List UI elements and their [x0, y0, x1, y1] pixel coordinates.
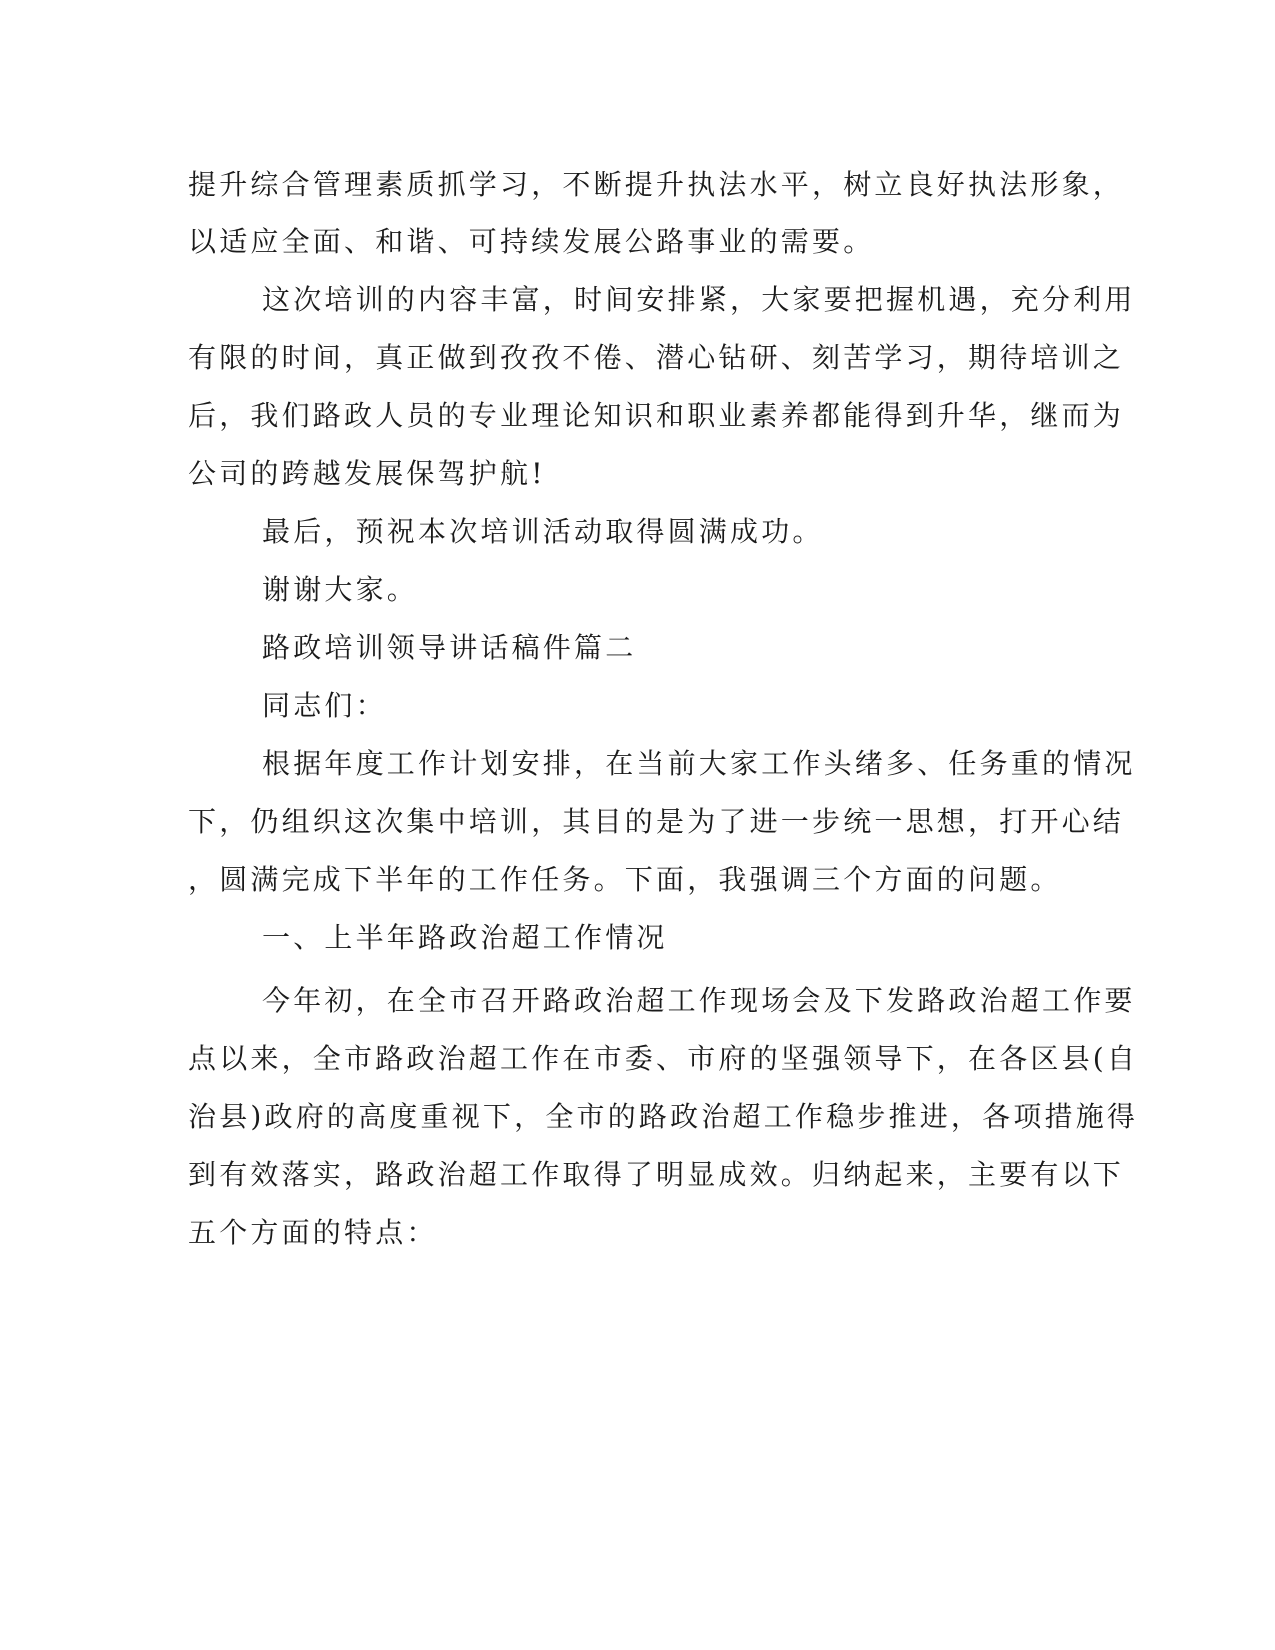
section-heading: 一、上半年路政治超工作情况 [262, 921, 668, 954]
text-line: 后，我们路政人员的专业理论知识和职业素养都能得到升华，继而为 [188, 399, 1125, 432]
text-line: 以适应全面、和谐、可持续发展公路事业的需要。 [188, 225, 875, 258]
paragraph-start: 根据年度工作计划安排，在当前大家工作头绪多、任务重的情况 [262, 747, 1136, 780]
salutation: 同志们： [262, 689, 387, 722]
text-line: 公司的跨越发展保驾护航! [188, 457, 546, 490]
text-line: 点以来，全市路政治超工作在市委、市府的坚强领导下，在各区县(自 [188, 1042, 1139, 1075]
text-line: 到有效落实，路政治超工作取得了明显成效。归纳起来，主要有以下 [188, 1158, 1125, 1191]
text-line: 提升综合管理素质抓学习，不断提升执法水平，树立良好执法形象， [188, 168, 1125, 201]
paragraph-start: 今年初，在全市召开路政治超工作现场会及下发路政治超工作要 [262, 984, 1136, 1017]
section-title: 路政培训领导讲话稿件篇二 [262, 631, 637, 664]
text-line: ，圆满完成下半年的工作任务。下面，我强调三个方面的问题。 [188, 863, 1062, 896]
text-line: 五个方面的特点： [188, 1216, 438, 1249]
text-line: 有限的时间，真正做到孜孜不倦、潜心钻研、刻苦学习，期待培训之 [188, 341, 1125, 374]
text-line: 下，仍组织这次集中培训，其目的是为了进一步统一思想，打开心结 [188, 805, 1125, 838]
paragraph-start: 这次培训的内容丰富，时间安排紧，大家要把握机遇，充分利用 [262, 283, 1136, 316]
text-line: 治县)政府的高度重视下，全市的路政治超工作稳步推进，各项措施得 [188, 1100, 1139, 1133]
paragraph-start: 最后，预祝本次培训活动取得圆满成功。 [262, 515, 824, 548]
paragraph-start: 谢谢大家。 [262, 573, 419, 606]
